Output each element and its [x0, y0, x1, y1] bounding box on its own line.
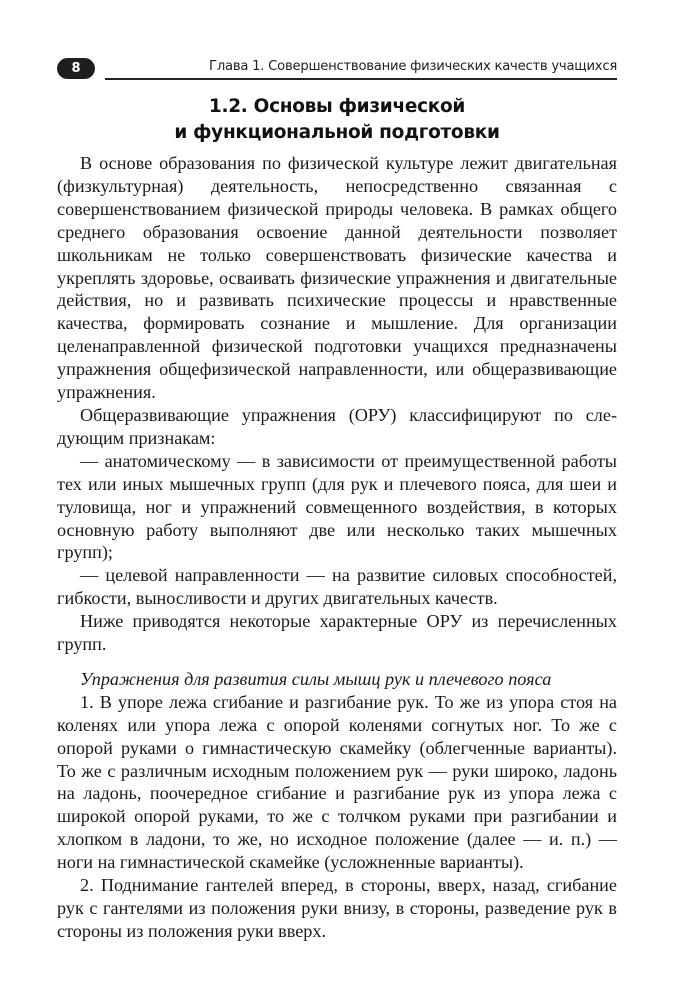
paragraph-intro: В основе образования по физической культуре лежит двигательная (физкультурная) деятельность, непосредственно связанная с совершенствованием физической природы человека. В рамках общего среднего образования освоение данной деятельности позволяет школьникам не только совершенствовать физические качества и укреплять здоровье, осваивать физические упражнения и двигательные действия, но и развивать психические процессы и нравственные качества, формировать сознание и мышление. Для организации целенаправленной физической подготовки учащихся предназначены упражнения общефизической направленности, или общеразвивающие упражнения. — [57, 153, 617, 403]
section-title-line-2: и функциональной подготовки — [174, 122, 500, 143]
running-title: Глава 1. Совершенствование физических качеств учащихся — [209, 59, 617, 74]
paragraph-classification: Общеразвивающие упражнения (ОРУ) классифицируют по следующим признакам: — [57, 404, 617, 448]
body-text — [57, 152, 617, 943]
page-number-badge: 8 — [57, 58, 95, 79]
exercise-item-1: 1. В упоре лежа сгибание и разгибание рук. То же из упора стоя на коленях или упора лежа с опорой коленями согнутых ног. То же с опорой руками о гимнастическую скамейку (облегченные варианты). То же с различным исходным положением рук — руки широко, ладонь на ладонь, поочередное сгибание и разгибание рук из упора лежа с широкой опорой руками, то же с толчком руками при разгибании и хлопком в ладони, то же, но исходное положение (далее — и. п.) — ноги на гимнастической скамейке (усложненные варианты). — [57, 691, 617, 873]
section-title — [57, 94, 617, 146]
paragraph-following: Ниже приводятся некоторые характерные ОРУ из перечисленных групп. — [57, 611, 617, 655]
header-rule — [105, 78, 617, 80]
section-title-line-1: 1.2. Основы физической — [208, 96, 466, 117]
paragraph-target: — целевой направленности — на развитие силовых способностей, гибкости, выносливости и других двигательных качеств. — [57, 565, 617, 609]
exercise-item-2: 2. Поднимание гантелей вперед, в стороны, вверх, назад, сгибание рук с гантелями из положения руки внизу, в стороны, разведение рук в стороны из положения руки вверх. — [57, 875, 617, 941]
paragraph-anatomical: — анатомическому — в зависимости от преимущественной работы тех или иных мышечных групп (для рук и плечевого пояса, для шеи и туловища, ног и упражнений совмещенного воздействия, в которых основную работу выполняют две или несколько таких мышечных групп); — [57, 450, 617, 563]
subsection-heading: Упражнения для развития силы мышц рук и плечевого пояса — [80, 668, 552, 689]
page-header — [57, 58, 617, 80]
